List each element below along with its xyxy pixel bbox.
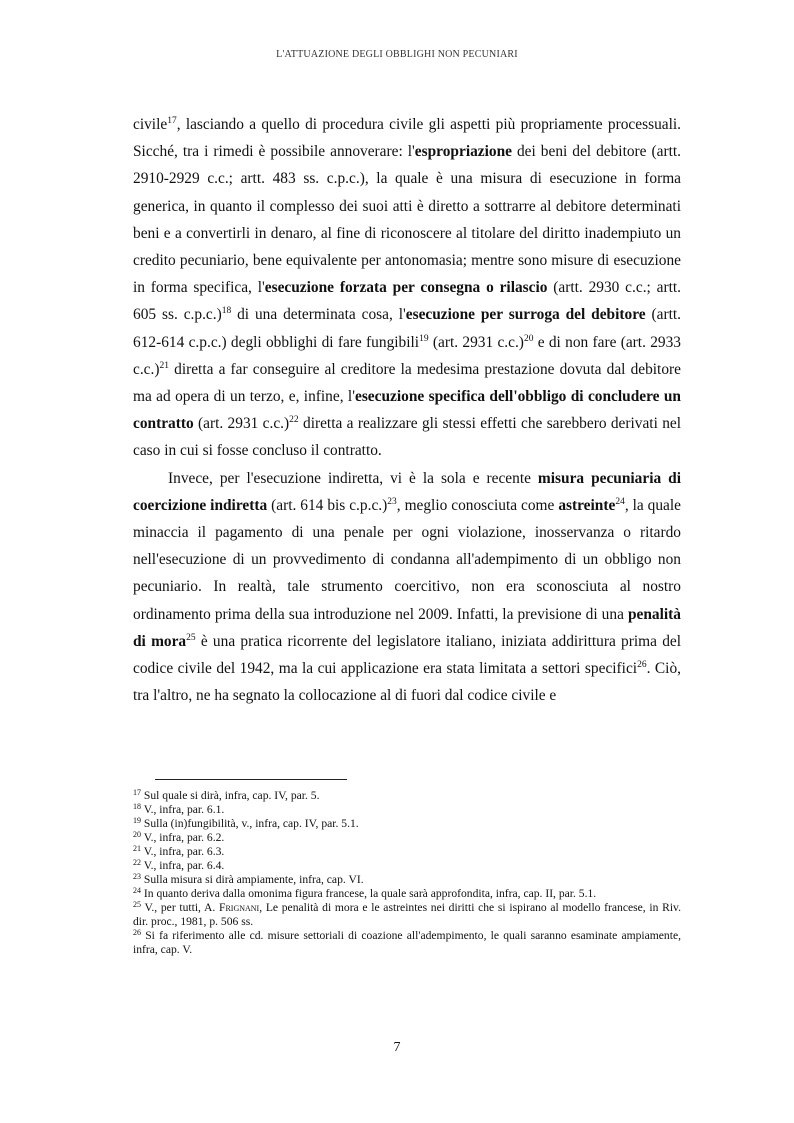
footnote-number: 24 bbox=[133, 886, 141, 895]
footnote-ref-17[interactable]: 17 bbox=[167, 116, 177, 126]
footnote-text: V., infra, par. 6.1. bbox=[143, 803, 225, 816]
bold-term-espropriazione: espropriazione bbox=[414, 143, 512, 161]
footnote-number: 26 bbox=[133, 928, 141, 937]
footnote-ref-25[interactable]: 25 bbox=[186, 632, 196, 643]
text-run: , meglio conosciuta come bbox=[396, 496, 559, 514]
footnote-25 bbox=[133, 901, 681, 929]
page-number: 7 bbox=[393, 1040, 401, 1055]
bold-term-misura-pecuniaria: misura pecuniaria di coercizione indiretta bbox=[133, 469, 681, 514]
footnote-ref-26[interactable]: 26 bbox=[637, 660, 647, 671]
footnote-ref-24[interactable]: 24 bbox=[615, 496, 625, 507]
text-run: , la quale minaccia il pagamento di una penale per ogni violazione, inosservanza o ritardo nell'esecuzione di un provvedimento di condanna all'adempimento di un obbligo non pecuniario. In realtà, tale strumento coercitivo, non era sconosciuta al nostro ordinamento prima della sua introduzione nel 2009. Infatti, la previsione di una bbox=[133, 496, 681, 623]
text-run: dei beni del debitore (artt. 2910-2929 c.c.; artt. 483 ss. c.p.c.), la quale è una misura di esecuzione in forma generica, in quanto il complesso dei suoi atti è diretto a sottrarre al debitore determinati beni e a convertirli in denaro, al fine di riconoscere al titolare del diritto inadempiuto un credito pecuniario, bene equivalente per antonomasia; mentre sono misure di esecuzione in forma specifica, l' bbox=[133, 143, 681, 297]
footnote-ref-19[interactable]: 19 bbox=[419, 333, 429, 344]
footnote-number: 22 bbox=[133, 858, 141, 867]
footnote-17 bbox=[133, 789, 681, 803]
footnote-19 bbox=[133, 817, 681, 831]
footnote-ref-23[interactable]: 23 bbox=[387, 496, 397, 507]
bold-term-penalita-di-mora: penalità di mora bbox=[133, 605, 681, 650]
footnote-18 bbox=[133, 803, 681, 817]
footnote-22 bbox=[133, 859, 681, 873]
footnote-21 bbox=[133, 845, 681, 859]
footnote-text: V., infra, par. 6.2. bbox=[143, 831, 225, 844]
footnote-24 bbox=[133, 887, 681, 901]
footnote-text: Si fa riferimento alle cd. misure settoriali di coazione all'adempimento, le quali saranno esaminate ampiamente, infra, cap. V. bbox=[133, 929, 681, 956]
footnote-text: Sulla misura si dirà ampiamente, infra, cap. VI. bbox=[143, 873, 364, 886]
footnotes bbox=[133, 789, 681, 957]
footnote-23 bbox=[133, 873, 681, 887]
footnote-20 bbox=[133, 831, 681, 845]
footnote-text: V., infra, par. 6.4. bbox=[143, 859, 225, 872]
footnote-text: , Le penalità di mora e le astreintes nei diritti che si ispirano al modello francese, in Riv. dir. proc., 1981, p. 506 ss. bbox=[133, 901, 681, 928]
footnote-ref-18[interactable]: 18 bbox=[221, 306, 232, 317]
footnote-number: 25 bbox=[133, 900, 141, 909]
text-run: è una pratica ricorrente del legislatore italiano, iniziata addirittura prima del codice civile del 1942, ma la cui applicazione era stata limitata a settori specifici bbox=[133, 632, 681, 678]
bold-term-consegna: esecuzione forzata per consegna o rilascio bbox=[264, 279, 548, 297]
body-text bbox=[133, 111, 681, 709]
footnote-text: V., infra, par. 6.3. bbox=[143, 845, 225, 858]
footnote-separator bbox=[155, 779, 347, 780]
footnote-ref-22[interactable]: 22 bbox=[289, 415, 299, 426]
text-run: (art. 614 bis c.p.c.) bbox=[267, 496, 388, 514]
footnote-number: 20 bbox=[133, 830, 141, 839]
text-run: diretta a far conseguire al creditore la medesima prestazione dovuta dal debitore ma ad opera di un terzo, e, infine, l' bbox=[133, 360, 681, 406]
bold-term-esecuzione-specifica: esecuzione specifica dell'obbligo di concludere un contratto bbox=[133, 388, 681, 433]
text-run: (artt. 2930 c.c.; artt. 605 ss. c.p.c.) bbox=[133, 279, 681, 324]
text-run: (art. 2931 c.c.) bbox=[193, 415, 290, 433]
footnote-number: 17 bbox=[133, 788, 141, 797]
paragraph-2 bbox=[133, 465, 681, 710]
text-run: e di non fare (art. 2933 c.c.) bbox=[133, 333, 681, 378]
text-run: di una determinata cosa, l' bbox=[231, 306, 406, 324]
text-run: (artt. 612-614 c.p.c.) degli obblighi di fare fungibili bbox=[133, 306, 681, 351]
text-run: civile bbox=[133, 116, 168, 133]
footnote-number: 19 bbox=[133, 816, 141, 825]
text-run: , lasciando a quello di procedura civile gli aspetti più propriamente processuali. Sicché, tra i rimedi è possibile annoverare: l' bbox=[133, 116, 681, 161]
footnote-text: Sul quale si dirà, infra, cap. IV, par. 5. bbox=[143, 789, 320, 802]
footnote-text: In quanto deriva dalla omonima figura francese, la quale sarà approfondita, infra, cap. II, par. 5.1. bbox=[143, 887, 597, 900]
footnote-author: Frignani bbox=[219, 901, 260, 914]
footnote-ref-20[interactable]: 20 bbox=[523, 333, 534, 344]
text-run: (art. 2931 c.c.) bbox=[428, 333, 524, 351]
footnote-26 bbox=[133, 929, 681, 957]
footnote-text: V., per tutti, A. bbox=[144, 901, 219, 914]
footnote-number: 21 bbox=[133, 844, 141, 853]
running-header: L'ATTUAZIONE DEGLI OBBLIGHI NON PECUNIARI bbox=[276, 49, 518, 60]
footnote-number: 18 bbox=[133, 802, 141, 811]
text-run: diretta a realizzare gli stessi effetti che sarebbero derivati nel caso in cui si fosse concluso il contratto. bbox=[133, 415, 681, 460]
text-run: . Ciò, tra l'altro, ne ha segnato la collocazione al di fuori dal codice civile e bbox=[133, 660, 682, 705]
bold-term-surroga: esecuzione per surroga del debitore bbox=[405, 306, 646, 324]
bold-term-astreinte: astreinte bbox=[558, 496, 616, 514]
text-run: Invece, per l'esecuzione indiretta, vi è la sola e recente bbox=[168, 469, 538, 487]
footnote-ref-21[interactable]: 21 bbox=[159, 360, 169, 371]
paragraph-1 bbox=[133, 111, 681, 465]
footnote-text: Sulla (in)fungibilità, v., infra, cap. IV, par. 5.1. bbox=[143, 817, 359, 830]
footnote-number: 23 bbox=[133, 872, 141, 881]
